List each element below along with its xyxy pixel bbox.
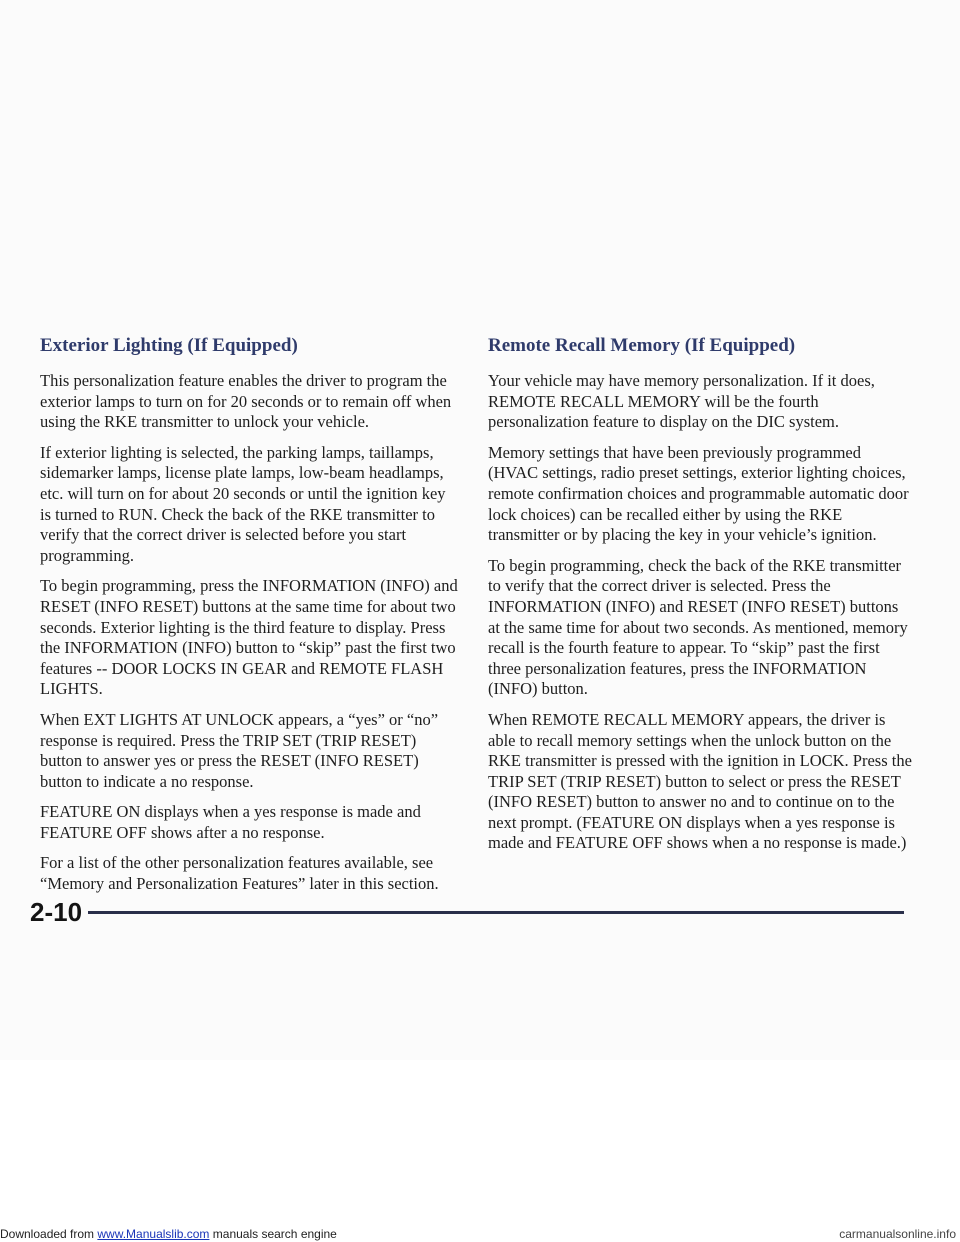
page-number: 2-10 (30, 897, 83, 927)
right-column (488, 335, 912, 864)
footer-suffix: manuals search engine (209, 1227, 337, 1241)
remote-recall-memory-heading: Remote Recall Memory (If Equipped) (488, 335, 796, 356)
paragraph: When EXT LIGHTS AT UNLOCK appears, a “yes” or “no” response is required. Press the TRIP SET (TRIP RESET) button to answer yes or press the RESET (INFO RESET) button to indicate a no response. (40, 709, 439, 791)
manualslib-link[interactable]: www.Manualslib.com (97, 1227, 210, 1241)
left-column (40, 335, 460, 905)
paragraph: To begin programming, press the INFORMATION (INFO) and RESET (INFO RESET) buttons at the same time for about two seconds. Exterior lighting is the third feature to display. Press the INFORMATION (INFO) button to “skip” past the first two features -- DOOR LOCKS IN GEAR and REMOTE FLASH LIGHTS. (40, 576, 458, 699)
paragraph: If exterior lighting is selected, the parking lamps, taillamps, sidemarker lamps, license plate lamps, low-beam headlamps, etc. will turn on for about 20 seconds or until the ignition key is turned to RUN. Check the back of the RKE transmitter to verify that the correct driver is selected before you start programming. (40, 442, 446, 565)
paragraph: This personalization feature enables the driver to program the exterior lamps to turn on for 20 seconds or to remain off when using the RKE transmitter to unlock your vehicle. (40, 371, 452, 432)
download-footer (0, 1226, 960, 1242)
footer-rule (88, 911, 904, 914)
paragraph: Your vehicle may have memory personalization. If it does, REMOTE RECALL MEMORY will be the fourth personalization feature to display on the DIC system. (488, 371, 875, 432)
paragraph: FEATURE ON displays when a yes response is made and FEATURE OFF shows after a no response. (40, 802, 421, 842)
paragraph: When REMOTE RECALL MEMORY appears, the driver is able to recall memory settings when the unlock button on the RKE transmitter is pressed with the ignition in LOCK. Press the TRIP SET (TRIP RESET) button to select or press the RESET (INFO RESET) button to answer no and to continue on to the next prompt. (FEATURE ON displays when a yes response is made and FEATURE OFF shows when a no response is made.) (488, 709, 912, 853)
exterior-lighting-heading: Exterior Lighting (If Equipped) (40, 335, 298, 356)
paragraph: Memory settings that have been previously programmed (HVAC settings, radio preset settings, exterior lighting choices, remote confirmation choices and programmable automatic door lock choices) can be recalled either by using the RKE transmitter or by placing the key in your vehicle’s ignition. (488, 442, 909, 545)
paragraph: For a list of the other personalization features available, see “Memory and Personalization Features” later in this section. (40, 853, 439, 894)
paragraph: To begin programming, check the back of the RKE transmitter to verify that the correct driver is selected. Press the INFORMATION (INFO) and RESET (INFO RESET) buttons at the same time for about two seconds. As mentioned, memory recall is the fourth feature to appear. To “skip” past the first three personalization features, press the INFORMATION (INFO) button. (488, 555, 908, 699)
watermark-site: carmanualsonline.info (839, 1227, 956, 1241)
footer-prefix: Downloaded from (0, 1227, 98, 1241)
